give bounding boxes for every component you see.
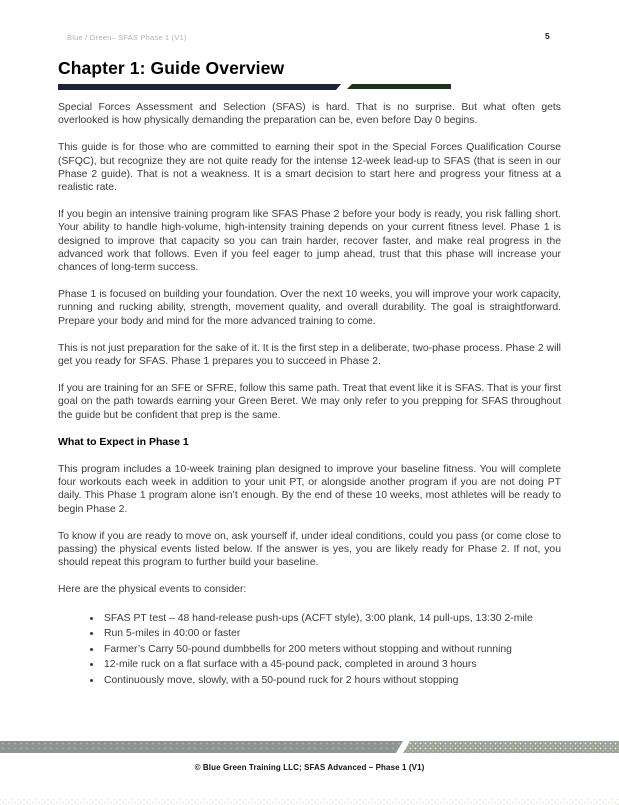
footer-accent-bar-dotted [403,741,619,753]
paragraph: Phase 1 is focused on building your foundation. Over the next 10 weeks, you will improve your work capacity, running and rucking ability, strength, movement quality, and overall durability. The goal is straightforward. Prepare your body and mind for the more advanced training to come. [58,289,561,327]
paragraph: To know if you are ready to move on, ask yourself if, under ideal conditions, could you pass (or come close to passing) the physical events listed below. If the answer is yes, you are likely ready for Phase 2. If not, you should repeat this program to further build your baseline. [58,530,561,569]
section-heading: What to Expect in Phase 1 [58,435,189,448]
physical-events-list [58,611,561,689]
list-item: • SFAS PT test – 48 hand-release push-ups (ACFT style), 3:00 plank, 14 pull-ups, 13:30 2-mile [102,611,561,627]
body-text [58,101,561,688]
footer-copyright: © Blue Green Training LLC; SFAS Advanced – Phase 1 (V1) [194,763,425,772]
list-item: • Continuously move, slowly, with a 50-pound ruck for 2 hours without stopping [102,673,561,689]
paragraph: If you begin an intensive training program like SFAS Phase 2 before your body is ready, you risk falling short. Your ability to handle high-volume, high-intensity training depends on your current fitness level. Phase 1 is designed to improve that capacity so you can train harder, recover faster, and make real progress in the advanced work that follows. Even if you feel eager to jump ahead, trust that this phase will increase your chances of long-term success. [58,209,561,274]
chapter-title: Chapter 1: Guide Overview [58,58,285,78]
title-underline-navy-bar [58,84,341,90]
list-item: • Farmer’s Carry 50-pound dumbbells for 200 meters without stopping and without running [102,642,561,658]
list-item: • Run 5-miles in 40:00 or faster [102,626,561,642]
footer-accent-bar-solid [0,741,403,753]
paragraph: This is not just preparation for the sake of it. It is the first step in a deliberate, two-phase process. Phase 2 will get you ready for SFAS. Phase 1 prepares you to succeed in Phase 2. [58,342,561,368]
list-item: • 12-mile ruck on a flat surface with a 45-pound pack, completed in around 3 hours [102,657,561,673]
running-header: Blue / Green– SFAS Phase 1 (V1) [67,33,187,42]
paragraph: This guide is for those who are committed to earning their spot in the Special Forces Qualification Course (SFQC), but recognize they are not quite ready for the intense 12-week lead-up to SFAS (that is seen in our Phase 2 guide). That is not a weakness. It is a smart decision to start here and progress your fitness at a realistic rate. [58,142,561,194]
bottom-edge-dotted-strip [0,799,619,805]
title-underline-green-bar [347,84,451,89]
paragraph: Special Forces Assessment and Selection (SFAS) is hard. That is no surprise. But what often gets overlooked is how physically demanding the preparation can be, even before Day 0 begins. [58,102,561,127]
paragraph: If you are training for an SFE or SFRE, follow this same path. Treat that event like it is SFAS. That is your first goal on the path towards earning your Green Beret. We may only refer to you prepping for SFAS throughout the guide but be confident that prep is the same. [58,383,561,421]
page-number: 5 [545,31,550,41]
paragraph: Here are the physical events to consider: [58,584,247,596]
paragraph: This program includes a 10-week training plan designed to improve your baseline fitness. You will complete four workouts each week in addition to your unit PT, or alongside another program if you are not doing PT daily. This Phase 1 program alone isn’t enough. By the end of these 10 weeks, most athletes will be ready to begin Phase 2. [58,464,561,515]
